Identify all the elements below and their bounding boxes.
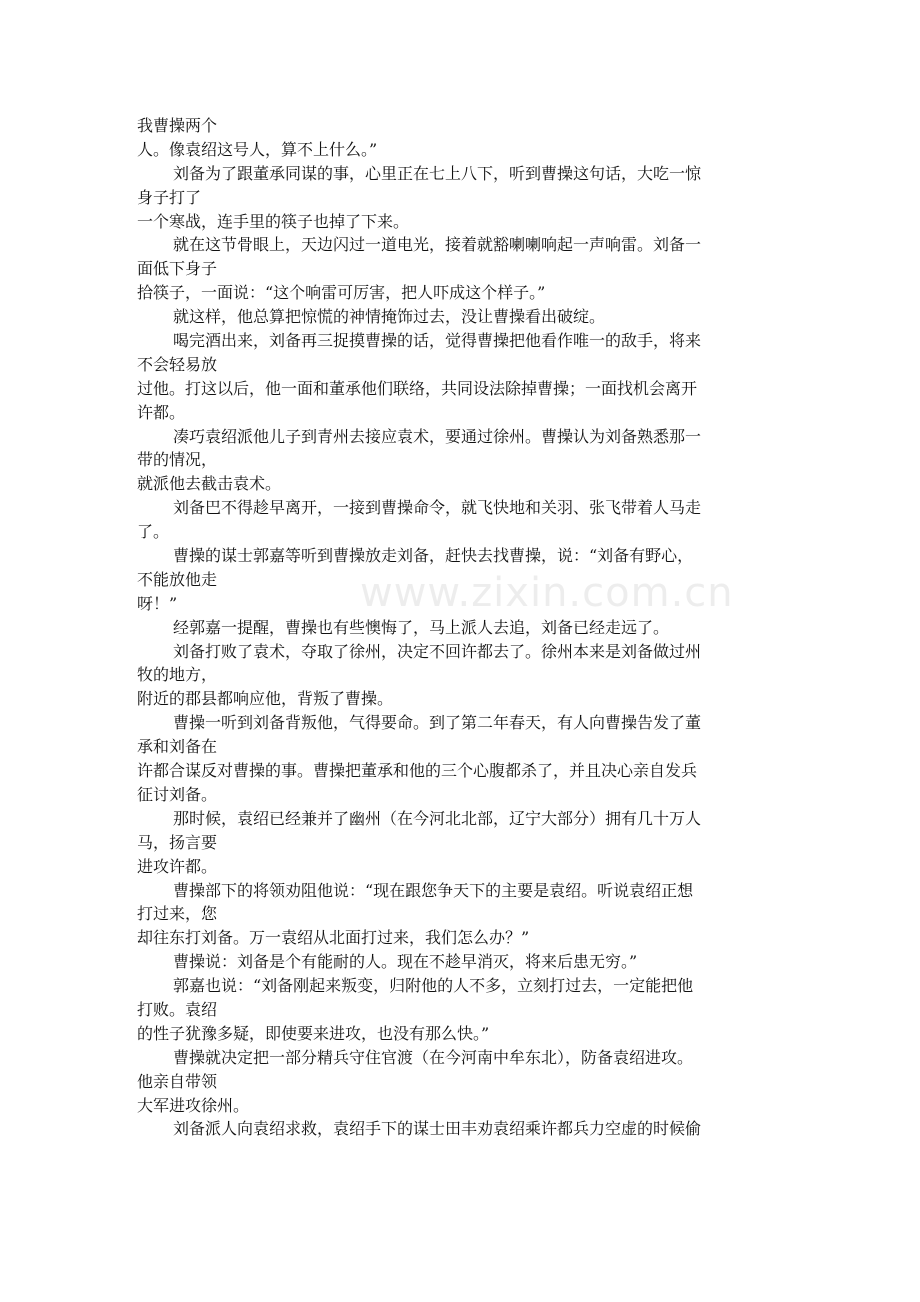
- paragraph-lines: [137, 114, 793, 1141]
- text-line: 许都。: [137, 402, 186, 422]
- text-line: 曹操说：刘备是个有能耐的人。现在不趁早消灭，将来后患无穷。”: [173, 952, 638, 972]
- text-line: 不会轻易放: [137, 354, 218, 374]
- text-line: 面低下身子: [137, 259, 218, 279]
- text-line: 就派他去截击袁术。: [137, 474, 282, 494]
- text-line: 刘备打败了袁术，夺取了徐州，决定不回许都去了。徐州本来是刘备做过州: [173, 641, 702, 661]
- text-line: 打过来，您: [137, 904, 218, 924]
- text-line: 带的情况，: [137, 450, 218, 470]
- watermark-text: www.zixin.com.cn: [360, 570, 734, 616]
- text-line: 了。: [137, 522, 170, 542]
- text-line: 却往东打刘备。万一袁绍从北面打过来，我们怎么办？”: [137, 928, 530, 948]
- text-line: 呀！”: [137, 593, 178, 613]
- text-line: 人。像袁绍这号人，算不上什么。”: [137, 139, 378, 159]
- text-line: 曹操部下的将领劝阻他说：“现在跟您争天下的主要是袁绍。听说袁绍正想: [173, 880, 694, 900]
- text-line: 那时候，袁绍已经兼并了幽州（在今河北北部，辽宁大部分）拥有几十万人: [173, 808, 702, 828]
- text-line: 附近的郡县都响应他，背叛了曹操。: [137, 689, 394, 709]
- text-line: 我曹操两个: [137, 116, 218, 135]
- text-line: 许都合谋反对曹操的事。曹操把董承和他的三个心腹都杀了，并且决心亲自发兵: [137, 761, 698, 781]
- text-line: 刘备派人向袁绍求救，袁绍手下的谋士田丰劝袁绍乘许都兵力空虚的时候偷: [173, 1119, 702, 1139]
- text-line: 曹操一听到刘备背叛他，气得要命。到了第二年春天，有人向曹操告发了董: [173, 713, 702, 733]
- text-line: 承和刘备在: [137, 737, 218, 757]
- text-line: 进攻许都。: [137, 856, 218, 876]
- text-line: 的性子犹豫多疑，即使要来进攻，也没有那么快。”: [137, 1023, 490, 1043]
- document-body: [137, 114, 793, 1141]
- text-line: 曹操就决定把一部分精兵守住官渡（在今河南中牟东北），防备袁绍进攻。: [173, 1047, 694, 1067]
- text-line: 就这样，他总算把惊慌的神情掩饰过去，没让曹操看出破绽。: [173, 307, 606, 327]
- text-line: 过他。打这以后，他一面和董承他们联络，共同设法除掉曹操；一面找机会离开: [137, 378, 698, 398]
- text-line: 一个寒战，连手里的筷子也掉了下来。: [137, 211, 410, 231]
- text-line: 牧的地方，: [137, 665, 218, 685]
- text-line: 拾筷子，一面说：“这个响雷可厉害，把人吓成这个样子。”: [137, 283, 546, 303]
- text-line: 他亲自带领: [137, 1071, 218, 1091]
- text-line: 喝完酒出来，刘备再三捉摸曹操的话，觉得曹操把他看作唯一的敌手，将来: [173, 331, 702, 351]
- text-line: 大军进攻徐州。: [137, 1095, 250, 1115]
- text-line: 马，扬言要: [137, 832, 218, 852]
- text-line: 身子打了: [137, 187, 202, 207]
- text-line: 曹操的谋士郭嘉等听到曹操放走刘备，赶快去找曹操，说：“刘备有野心，: [173, 546, 694, 566]
- text-line: 打败。袁绍: [137, 999, 218, 1019]
- text-line: 郭嘉也说：“刘备刚起来叛变，归附他的人不多，立刻打过去，一定能把他: [173, 976, 694, 996]
- text-line: 刘备为了跟董承同谋的事，心里正在七上八下，听到曹操这句话，大吃一惊: [173, 163, 702, 183]
- text-line: 刘备巴不得趁早离开，一接到曹操命令，就飞快地和关羽、张飞带着人马走: [173, 498, 702, 518]
- text-line: 征讨刘备。: [137, 784, 218, 804]
- text-line: 凑巧袁绍派他儿子到青州去接应袁术，要通过徐州。曹操认为刘备熟悉那一: [173, 426, 702, 446]
- text-line: 就在这节骨眼上，天边闪过一道电光，接着就豁喇喇响起一声响雷。刘备一: [173, 235, 702, 255]
- text-line: 不能放他走: [137, 569, 218, 589]
- text-line: 经郭嘉一提醒，曹操也有些懊悔了，马上派人去追，刘备已经走远了。: [173, 617, 670, 637]
